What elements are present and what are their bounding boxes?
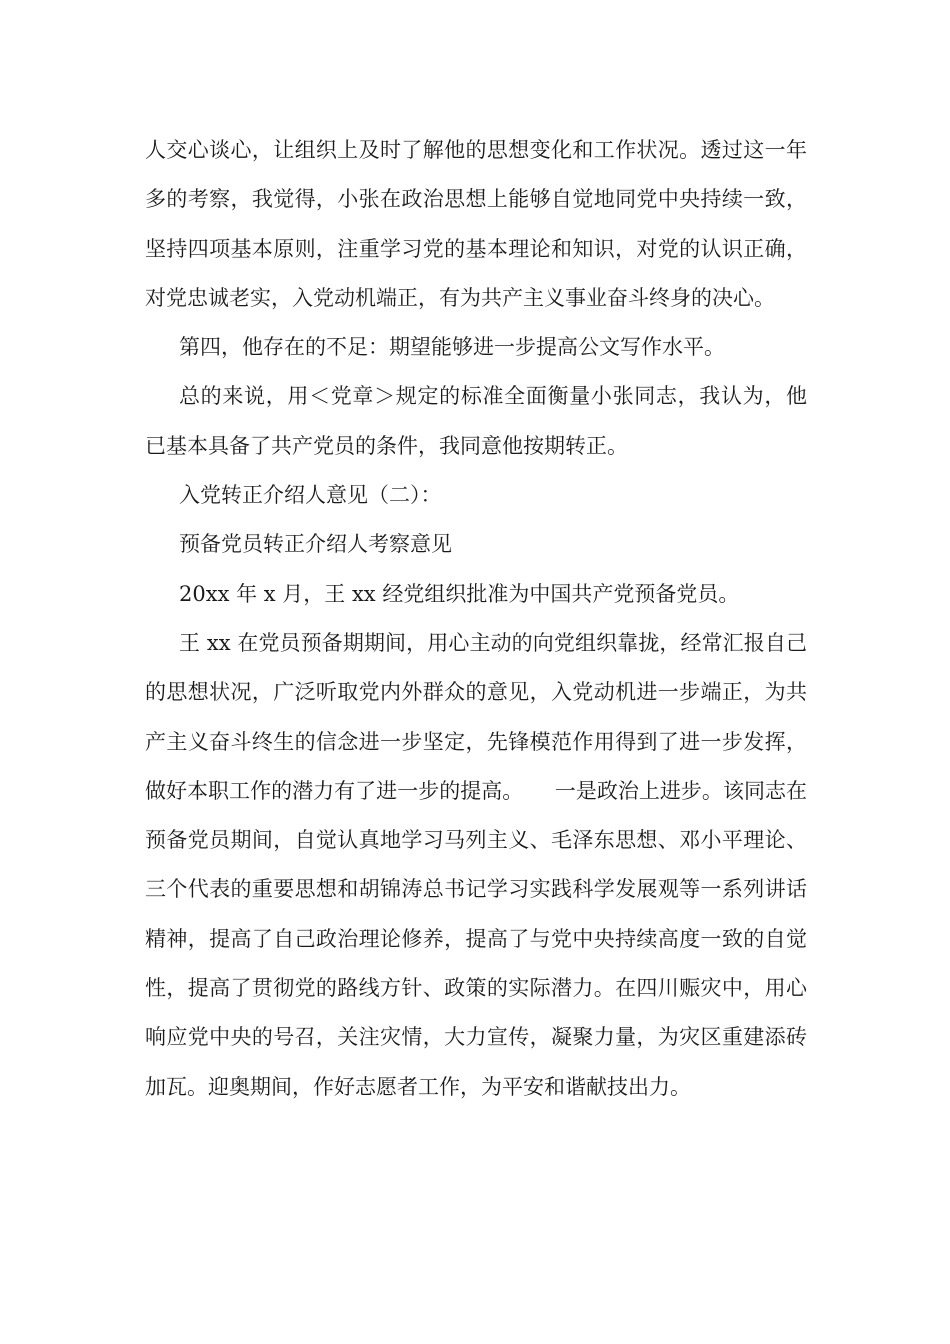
paragraph-evaluation: 王 xx 在党员预备期期间，用心主动的向党组织靠拢，经常汇报自己的思想状况，广泛听取党内外群众的意见，入党动机进一步端正，为共产主义奋斗终生的信念进一步坚定，先锋模范作用得到了进一步发挥，做好本职工作的潜力有了进一步的提高。 一是政治上进步。该同志在预备党员期间，自觉认真地学习马列主义、毛泽东思想、邓小平理论、三个代表的重要思想和胡锦涛总书记学习实践科学发展观等一系列讲话精神，提高了自己政治理论修养，提高了与党中央持续高度一致的自觉性，提高了贯彻党的路线方针、政策的实际潜力。在四川赈灾中，用心响应党中央的号召，关注灾情，大力宣传，凝聚力量，为灾区重建添砖加瓦。迎奥期间，作好志愿者工作，为平安和谐献技出力。 — [145, 630, 807, 1099]
paragraph-conclusion: 总的来说，用＜党章＞规定的标准全面衡量小张同志，我认为，他已基本具备了共产党员的条件，我同意他按期转正。 — [145, 384, 807, 458]
document-subtitle: 预备党员转正介绍人考察意见 — [179, 532, 452, 557]
section-heading: 入党转正介绍人意见（二）： — [179, 483, 442, 508]
paragraph-approval-date: 20xx 年 x 月，王 xx 经党组织批准为中国共产党预备党员。 — [179, 581, 740, 606]
document-body — [145, 126, 807, 1112]
paragraph-continuation: 人交心谈心，让组织上及时了解他的思想变化和工作状况。透过这一年多的考察，我觉得，小张在政治思想上能够自觉地同党中央持续一致，坚持四项基本原则，注重学习党的基本理论和知识，对党的认识正确，对党忠诚老实，入党动机端正，有为共产主义事业奋斗终身的决心。 — [145, 138, 807, 310]
paragraph-shortcoming: 第四，他存在的不足：期望能够进一步提高公文写作水平。 — [179, 335, 725, 360]
